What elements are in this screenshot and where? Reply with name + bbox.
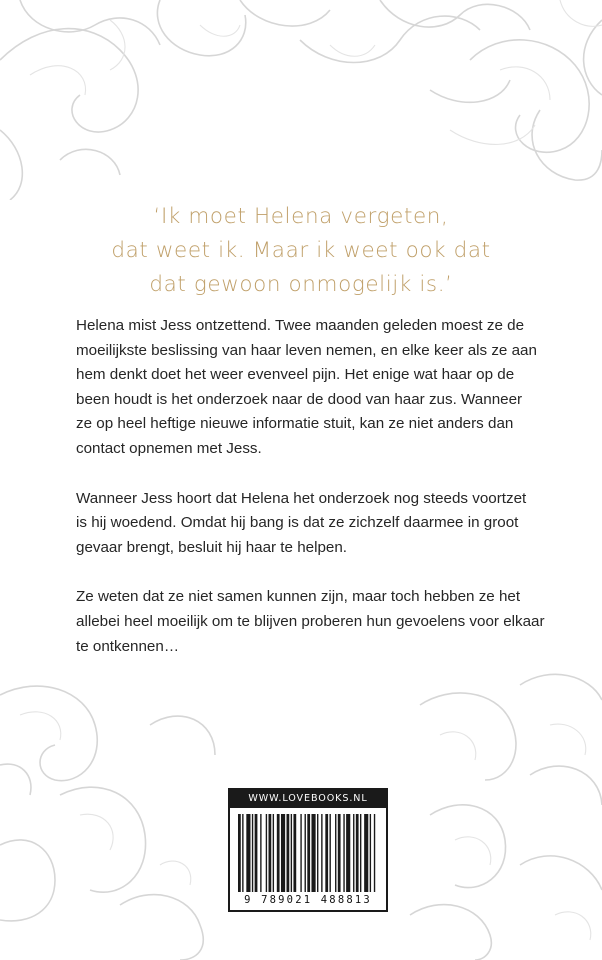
blurb-line: te ontkennen… (76, 637, 180, 655)
blurb-line: is hij woedend. Omdat hij bang is dat ze zichzelf daarmee in groot (76, 514, 519, 532)
blurb-line: contact opnemen met Jess. (76, 439, 262, 457)
blurb-line: Ze weten dat ze niet samen kunnen zijn, maar toch hebben ze het (76, 588, 521, 606)
barcode-icon (238, 814, 378, 892)
back-cover-blurb (76, 314, 545, 684)
blurb-line: moeilijkste beslissing van haar leven nemen, en elke keer als ze aan (76, 341, 537, 359)
blurb-line: been houdt is het onderzoek naar de dood van haar zus. Wanneer (76, 390, 523, 408)
blurb-line: allebei heel moeilijk om te blijven proberen hun gevoelens voor elkaar (76, 612, 545, 630)
blurb-line: Helena mist Jess ontzettend. Twee maanden geleden moest ze de (76, 317, 525, 334)
quote-line: dat gewoon onmogelijk is.’ (149, 272, 453, 297)
blurb-paragraph (76, 585, 545, 659)
quote-line: ‘Ik moet Helena vergeten, (153, 204, 449, 229)
blurb-line: hem denkt doet het weer evenveel pijn. Het enige wat haar op de (76, 366, 515, 384)
blurb-line: ze op heel heftige nieuwe informatie stuit, kan ze niet anders dan (76, 415, 514, 433)
quote-line: dat weet ik. Maar ik weet ook dat (111, 238, 491, 263)
blurb-paragraph (76, 487, 536, 561)
isbn-barcode-box (228, 788, 388, 912)
damask-ornament-top (0, 0, 602, 200)
blurb-line: Wanneer Jess hoort dat Helena het onderzoek nog steeds voortzet (76, 489, 527, 507)
blurb-line: gevaar brengt, besluit hij haar te helpen. (76, 538, 348, 556)
publisher-website: WWW.LOVEBOOKS.NL (230, 790, 386, 808)
isbn-number: 9 789021 488813 (244, 894, 372, 906)
pull-quote (0, 200, 602, 302)
blurb-paragraph (76, 314, 536, 462)
